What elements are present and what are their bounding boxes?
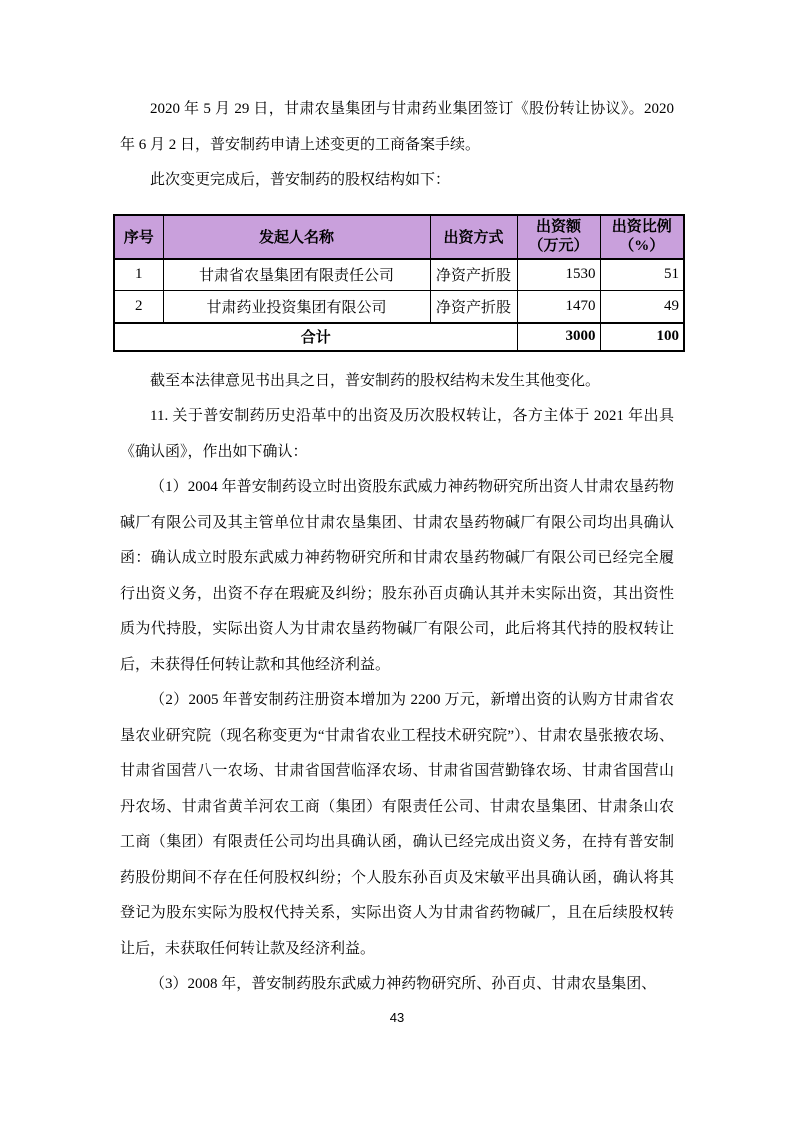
cell-index: 1	[114, 259, 163, 291]
cell-index: 2	[114, 291, 163, 323]
paragraph-confirmation-3: （3）2008 年，普安制药股东武威力神药物研究所、孙百贞、甘肃农垦集团、	[150, 976, 657, 992]
table-row	[114, 259, 684, 291]
col-header-contribution-method: 出资方式	[430, 215, 517, 259]
col-header-contribution-amount	[517, 215, 600, 259]
col-header-ratio-label: 出资比例	[611, 218, 672, 235]
cell-total-amount: 3000	[517, 323, 600, 351]
cell-promoter-name: 甘肃省农垦集团有限责任公司	[163, 259, 430, 291]
col-header-amount-unit: （万元）	[528, 237, 589, 254]
paragraph-change-agreement: 2020 年 5 月 29 日，甘肃农垦集团与甘肃药业集团签订《股份转让协议》。2020 年 6 月 2 日，普安制药申请上述变更的工商备案手续。	[120, 101, 674, 153]
cell-total-label: 合计	[114, 323, 517, 351]
table-header-row	[114, 215, 684, 259]
col-header-ratio-unit: （%）	[619, 237, 665, 254]
table-row	[114, 291, 684, 323]
cell-contribution-method: 净资产折股	[430, 291, 517, 323]
cell-contribution-amount: 1530	[517, 259, 600, 291]
page-number: 43	[389, 1009, 405, 1025]
col-header-promoter-name: 发起人名称	[163, 215, 430, 259]
table-total-row	[114, 323, 684, 351]
paragraph-no-other-change: 截至本法律意见书出具之日，普安制药的股权结构未发生其他变化。	[150, 372, 601, 389]
col-header-index: 序号	[114, 215, 163, 259]
cell-promoter-name: 甘肃药业投资集团有限公司	[163, 291, 430, 323]
shareholding-table	[113, 214, 685, 352]
cell-contribution-ratio: 51	[600, 259, 684, 291]
paragraph-confirmation-2: （2）2005 年普安制药注册资本增加为 2200 万元，新增出资的认购方甘肃省农垦农业研究院（现名称变更为“甘肃省农业工程技术研究院”）、甘肃农垦张掖农场、甘肃省国营八一农场、甘肃省国营临泽农场、甘肃省国营勤锋农场、甘肃省国营山丹农场、甘肃省黄羊河农工商（集团）有限责任公司、甘肃农垦集团、甘肃条山农工商（集团）有限责任公司均出具确认函，确认已经完成出资义务，在持有普安制药股份期间不存在任何股权纠纷；个人股东孙百贞及宋敏平出具确认函，确认将其登记为股东实际为股权代持关系，实际出资人为甘肃省药物碱厂，且在后续股权转让后，未获取任何转让款及经济利益。	[120, 692, 674, 957]
cell-contribution-ratio: 49	[600, 291, 684, 323]
paragraph-confirmation-1: （1）2004 年普安制药设立时出资股东武威力神药物研究所出资人甘肃农垦药物碱厂有限公司及其主管单位甘肃农垦集团、甘肃农垦药物碱厂有限公司均出具确认函：确认成立时股东武威力神药物研究所和甘肃农垦药物碱厂有限公司已经完全履行出资义务，出资不存在瑕疵及纠纷；股东孙百贞确认其并未实际出资，其出资性质为代持股，实际出资人为甘肃农垦药物碱厂有限公司，此后将其代持的股权转让后，未获得任何转让款和其他经济利益。	[120, 479, 674, 673]
cell-contribution-amount: 1470	[517, 291, 600, 323]
cell-total-ratio: 100	[600, 323, 684, 351]
paragraph-item-11: 11. 关于普安制药历史沿革中的出资及历次股权转让，各方主体于 2021 年出具《确认函》，作出如下确认：	[120, 408, 674, 460]
paragraph-structure-intro: 此次变更完成后，普安制药的股权结构如下：	[150, 172, 451, 188]
col-header-contribution-ratio	[600, 215, 684, 259]
col-header-amount-label: 出资额	[535, 218, 581, 235]
cell-contribution-method: 净资产折股	[430, 259, 517, 291]
